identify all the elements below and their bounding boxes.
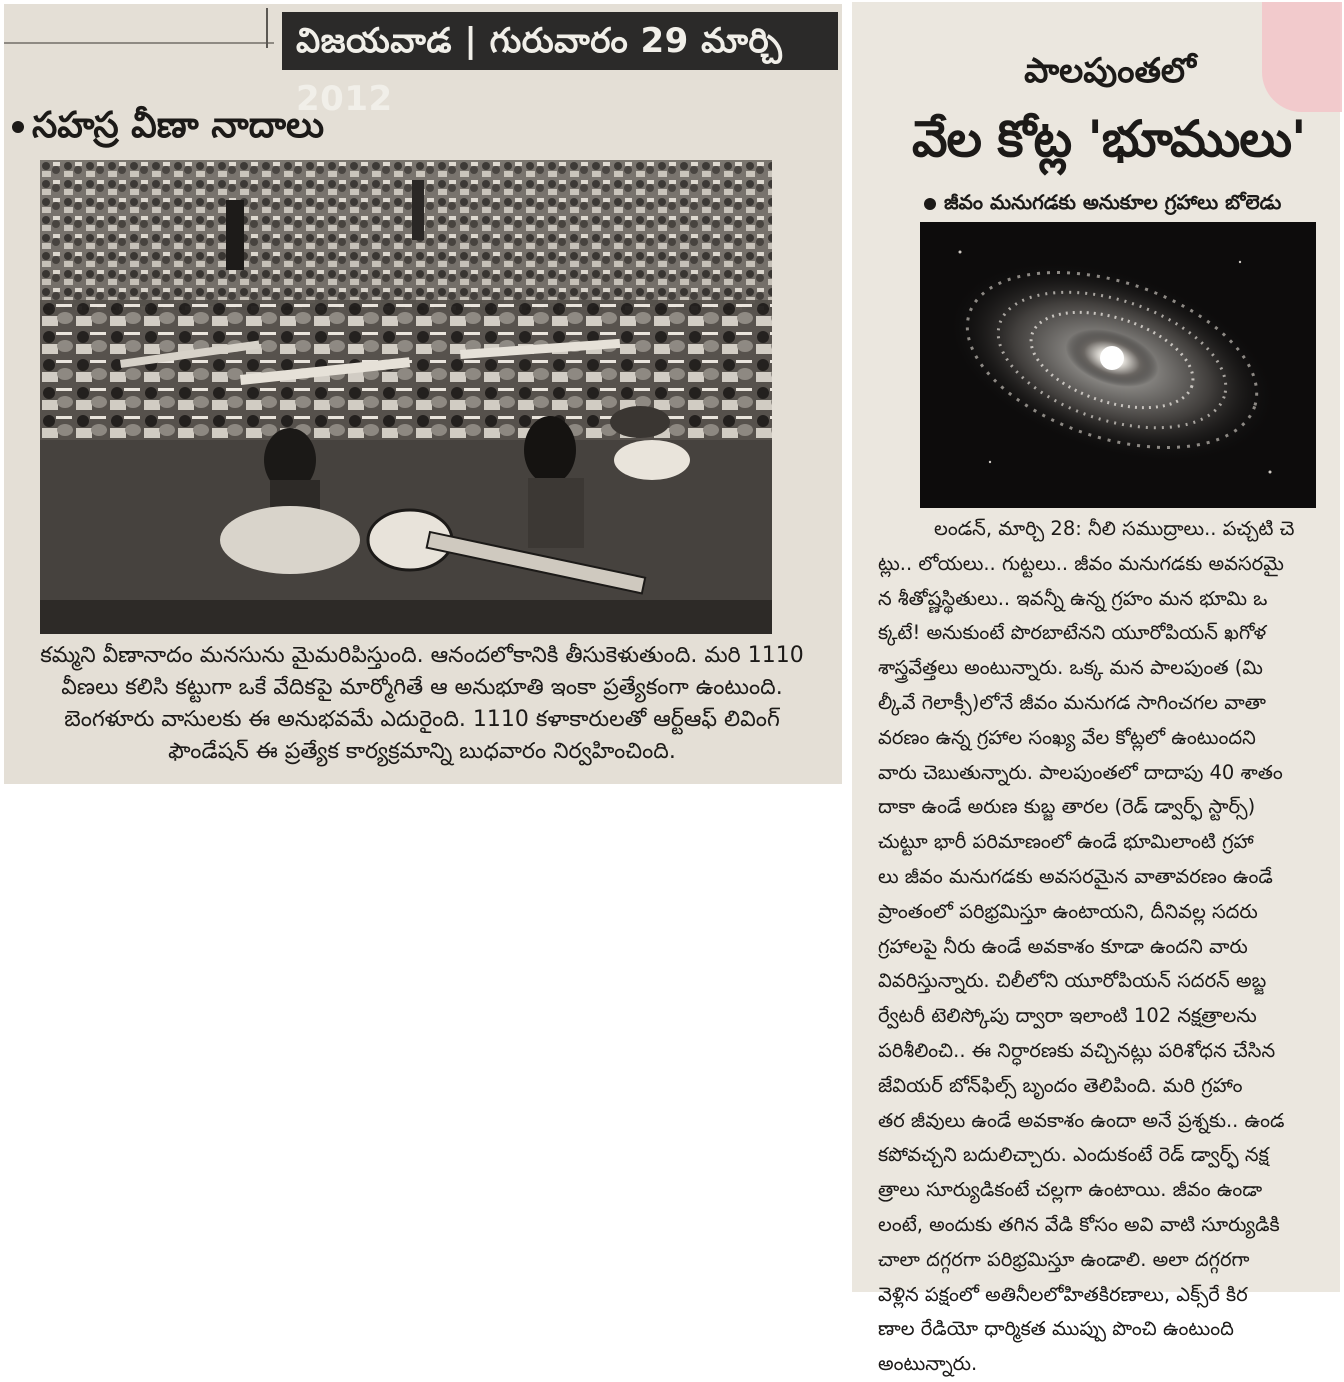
- article-line: వివరిస్తున్నారు. చిలీలోని యూరోపియన్ సదరన్ అబ్జ: [878, 969, 1267, 993]
- article-line: చుట్టూ భారీ పరిమాణంలో ఉండే భూమిలాంటి గ్రహా: [878, 830, 1254, 854]
- article-line: వారు చెబుతున్నారు. పాలపుంతలో దాదాపు 40 శాతం: [878, 760, 1283, 784]
- article-line: తర జీవులు ఉండే అవకాశం ఉందా అనే ప్రశ్నకు.. ఉండ: [878, 1108, 1285, 1132]
- article-line: శాస్త్రవేత్తలు అంటున్నారు. ఒక్క మన పాలపుంత (మి: [878, 656, 1263, 680]
- article-line: జేవియర్ బోన్‌ఫిల్స్ బృందం తెలిపింది. మరి గ్రహాం: [878, 1073, 1243, 1097]
- caption-line: ఫౌండేషన్ ఈ ప్రత్యేక కార్యక్రమాన్ని బుధవారం నిర్వహించింది.: [168, 739, 676, 764]
- article-line: న శీతోష్ణస్థితులు.. ఇవన్నీ ఉన్న గ్రహం మన భూమి ఒ: [878, 586, 1268, 610]
- dateline-banner: విజయవాడ | గురువారం 29 మార్చి 2012: [282, 12, 838, 70]
- article-line: లు జీవం మనుగడకు అవసరమైన వాతావరణం ఉండే: [878, 864, 1273, 888]
- galaxy-photo: [920, 222, 1316, 508]
- veena-headline-text: సహస్ర వీణా నాదాలు: [32, 105, 325, 146]
- article-line: గ్రహాలపై నీరు ఉండే అవకాశం కూడా ఉందని వారు: [878, 934, 1248, 958]
- article-line: లండన్, మార్చి 28: నీలి సముద్రాలు.. పచ్చటి చె: [934, 517, 1295, 540]
- galaxy-article-body: [878, 512, 1314, 1382]
- pink-stamp-mark: [1262, 2, 1342, 112]
- veena-crowd-photo: [40, 160, 772, 634]
- bullet-icon: [924, 198, 936, 210]
- bullet-icon: [12, 121, 24, 133]
- article-line: వెళ్లిన పక్షంలో అతినీలలోహితకిరణాలు, ఎక్స్‌రే కిర: [878, 1282, 1248, 1306]
- header-divider: [266, 8, 268, 48]
- article-line: క్కటే! అనుకుంటే పొరబాటేనని యూరోపియన్ ఖగోళ: [878, 621, 1267, 645]
- article-line: పరిశీలించి.. ఈ నిర్ధారణకు వచ్చినట్లు పరిశోధన చేసిన: [878, 1038, 1276, 1062]
- article-line: వరణం ఉన్న గ్రహాల సంఖ్య వేల కోట్లలో ఉంటుందని: [878, 725, 1256, 749]
- article-line: ల్కీవే గెలాక్సీ)లోనే జీవం మనుగడ సాగించగల వాతా: [878, 690, 1266, 714]
- article-line: ణాల రేడియో ధార్మికత ముప్పు పొంచి ఉంటుంది: [878, 1317, 1234, 1341]
- caption-line: కమ్మని వీణానాదం మనసును మైమరిపిస్తుంది. ఆనందలోకానికి తీసుకెళుతుంది. మరి 1110: [40, 643, 804, 668]
- article-line: ర్వేటరీ టెలిస్కోపు ద్వారా ఇలాంటి 102 నక్షత్రాలను: [878, 1004, 1257, 1028]
- caption-line: బెంగళూరు వాసులకు ఈ అనుభవమే ఎదురైంది. 1110 కళాకారులతో ఆర్ట్‌ఆఫ్ లివింగ్: [64, 707, 780, 732]
- galaxy-subhead-text: జీవం మనుగడకు అనుకూల గ్రహాలు బోలెడు: [944, 190, 1282, 214]
- veena-caption: [12, 640, 832, 768]
- header-rule: [4, 42, 274, 44]
- article-line: చాలా దగ్గరగా పరిభ్రమిస్తూ ఉండాలి. అలా దగ్గరగా: [878, 1247, 1250, 1271]
- article-line: ప్రాంతంలో పరిభ్రమిస్తూ ఉంటాయని, దీనివల్ల సదరు: [878, 899, 1258, 923]
- article-line: లంటే, అందుకు తగిన వేడి కోసం అవి వాటి సూర్యుడికి: [878, 1212, 1280, 1236]
- galaxy-kicker: పాలపుంతలో: [1024, 51, 1196, 91]
- galaxy-subhead: [924, 184, 1338, 220]
- article-line: త్రాలు సూర్యుడికంటే చల్లగా ఉంటాయి. జీవం ఉండా: [878, 1178, 1263, 1202]
- article-line: దాకా ఉండే అరుణ కుబ్జ తారల (రెడ్ డ్వార్ఫ్ స్టార్స్): [878, 795, 1256, 819]
- galaxy-headline: వేల కోట్ల 'భూములు': [912, 110, 1306, 168]
- article-line: అంటున్నారు.: [878, 1352, 978, 1376]
- article-line: ట్లు.. లోయలు.. గుట్టలు.. జీవం మనుగడకు అవసరమై: [878, 551, 1284, 575]
- article-line: కపోవచ్చని బదులిచ్చారు. ఎందుకంటే రెడ్ డ్వార్ఫ్ నక్ష: [878, 1143, 1269, 1167]
- caption-line: వీణలు కలిసి కట్టుగా ఒకే వేదికపై మార్మోగితే ఆ అనుభూతి ఇంకా ప్రత్యేకంగా ఉంటుంది.: [61, 675, 783, 700]
- veena-headline: [12, 100, 612, 152]
